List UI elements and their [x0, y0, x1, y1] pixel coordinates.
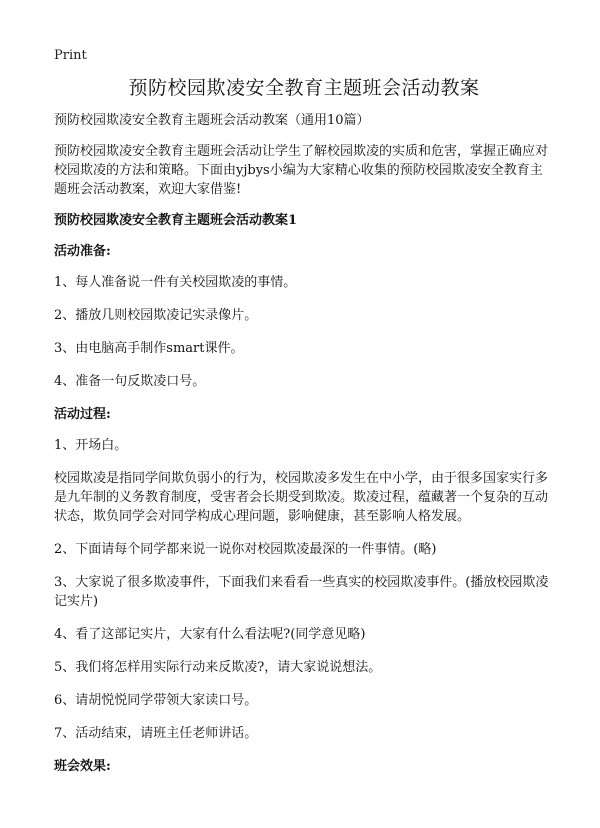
process-item: 5、我们将怎样用实际行动来反欺凌?，请大家说说想法。	[54, 660, 382, 675]
subtitle: 预防校园欺凌安全教育主题班会活动教案（通用10篇）	[54, 113, 370, 128]
print-link[interactable]: Print	[54, 48, 87, 63]
process-item: 4、看了这部记实片，大家有什么看法呢?(同学意见略)	[54, 627, 366, 642]
prep-item: 3、由电脑高手制作smart课件。	[54, 341, 244, 356]
process-item: 7、活动结束，请班主任老师讲话。	[54, 726, 258, 741]
process-item: 2、下面请每个同学都来说一说你对校园欺凌最深的一件事情。(略)	[54, 542, 437, 557]
process-heading: 活动过程:	[54, 407, 111, 422]
process-item: 1、开场白。	[54, 438, 128, 453]
process-item: 3、大家说了很多欺凌事件，下面我们来看看一些真实的校园欺凌事件。(播放校园欺凌记实片)	[54, 575, 549, 609]
prep-item: 1、每人准备说一件有关校园欺凌的事情。	[54, 275, 297, 290]
document-title: 预防校园欺凌安全教育主题班会活动教案	[128, 77, 480, 99]
prep-heading: 活动准备:	[54, 244, 111, 259]
effect-heading: 班会效果:	[54, 759, 111, 774]
prep-item: 4、准备一句反欺凌口号。	[54, 374, 206, 389]
prep-item: 2、播放几则校园欺凌记实录像片。	[54, 308, 258, 323]
process-paragraph: 校园欺凌是指同学间欺负弱小的行为，校园欺凌多发生在中小学，由于很多国家实行多是九年制的义务教育制度，受害者会长期受到欺凌。欺凌过程，蕴藏著一个复杂的互动状态，欺负同学会对同学构成心理问题，影响健康，甚至影响人格发展。	[54, 471, 549, 524]
section-1-title: 预防校园欺凌安全教育主题班会活动教案1	[54, 213, 298, 228]
intro-paragraph: 预防校园欺凌安全教育主题班会活动让学生了解校园欺凌的实质和危害，掌握正确应对校园欺凌的方法和策略。下面由yjbys小编为大家精心收集的预防校园欺凌安全教育主题班会活动教案，欢迎大家借鉴!	[54, 144, 549, 197]
process-item: 6、请胡悦悦同学带领大家读口号。	[54, 693, 258, 708]
